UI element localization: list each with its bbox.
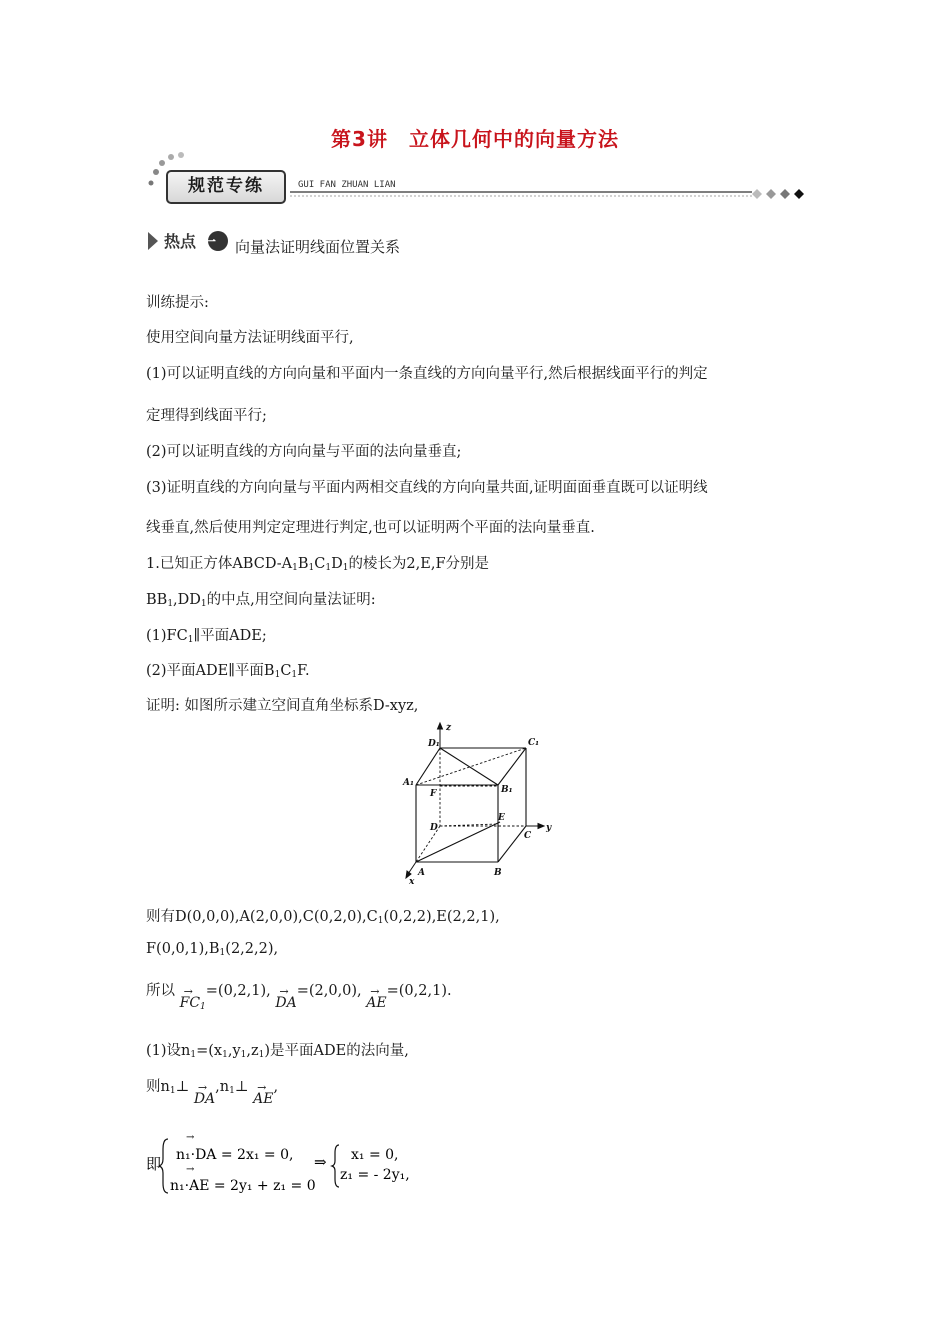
problem-statement: 1.已知正方体ABCD-$A_1B_1C_1D_1$的棱长为2,E,F分别是 [146, 556, 490, 573]
text-line: $BB_1,DD_1$的中点,用空间向量法证明: [146, 592, 376, 609]
text-line: 证明: 如图所示建立空间直角坐标系D-xyz, [146, 698, 419, 714]
label-y: y [546, 823, 552, 833]
vector-AE: → AE [366, 985, 387, 1011]
text-line: 使用空间向量方法证明线面平行, [146, 330, 354, 346]
text-line: $(1)FC_1\parallel$平面ADE; [146, 628, 267, 645]
label-D: D [430, 823, 438, 833]
result-1: x₁ = 0, [351, 1147, 399, 1163]
text-line: (1)设$n_1=(x_1,y_1,z_1)$是平面ADE的法向量, [146, 1043, 409, 1060]
text-line: (1)可以证明直线的方向向量和平面内一条直线的方向向量平行,然后根据线面平行的判定 [146, 366, 708, 382]
text-line: 线垂直,然后使用判定定理进行判定,也可以证明两个平面的法向量垂直. [146, 520, 595, 536]
text-line: (2)可以证明直线的方向向量与平面的法向量垂直; [146, 444, 462, 460]
vector-AE: → AE [253, 1081, 274, 1107]
banner-subtitle: GUI FAN ZHUAN LIAN [298, 180, 396, 190]
cube-figure [398, 718, 558, 886]
banner-label: 规范专练 [166, 170, 286, 204]
label-z: z [446, 723, 452, 733]
label-C1: C₁ [528, 738, 540, 748]
svg-text:→: → [186, 1135, 195, 1143]
label-F: F [430, 789, 437, 799]
equation-2: n₁·AE = 2y₁ + z₁ = 0 [170, 1178, 316, 1194]
label-A: A [418, 868, 425, 878]
label-B1: B₁ [501, 785, 513, 795]
equation-system [146, 1135, 446, 1195]
label-x: x [409, 877, 415, 886]
vector-FC1: → $FC_1$ [179, 985, 206, 1012]
label-D1: D₁ [428, 739, 440, 749]
coordinates-line: $F(0,0,1),B_1(2,2,2)$, [146, 941, 279, 958]
equation-1: n₁·DA = 2x₁ = 0, [176, 1147, 294, 1163]
text-line: 定理得到线面平行; [146, 408, 267, 424]
perpendicular-line: 则$n_1\perp$ → $DA,n_1\perp$ → AE, [146, 1079, 279, 1107]
vector-DA: → DA [275, 985, 297, 1011]
hotspot-title: 向量法证明线面位置关系 [235, 238, 401, 256]
label-B: B [494, 868, 502, 878]
text-line: 训练提示: [146, 295, 209, 311]
label-C: C [524, 831, 532, 841]
coordinates-line: 则有$D(0,0,0),A(2,0,0),C(0,2,0),C_1(0,2,2),E(2,2,1)$, [146, 909, 500, 926]
label-A1: A₁ [403, 778, 414, 788]
result-2: z₁ = - 2y₁, [340, 1167, 410, 1183]
text-line: (2)平面ADE∥平面$B_1C_1F$. [146, 663, 310, 680]
page-title: 第3讲 立体几何中的向量方法 [331, 127, 619, 151]
hotspot-label: 热点 一 [164, 232, 217, 251]
svg-text:→: → [186, 1164, 195, 1175]
ji-label: 即 [146, 1155, 162, 1173]
vector-line: 所以 → $FC_1=(0,2,1)$, → DA=(2,0,0), → AE=(0,2,1). [146, 983, 452, 1012]
text-line: (3)证明直线的方向向量与平面内两相交直线的方向向量共面,证明面面垂直既可以证明线 [146, 480, 708, 496]
implies-symbol: ⇒ [314, 1153, 327, 1171]
label-E: E [498, 813, 505, 823]
vector-DA: → DA [193, 1081, 216, 1107]
